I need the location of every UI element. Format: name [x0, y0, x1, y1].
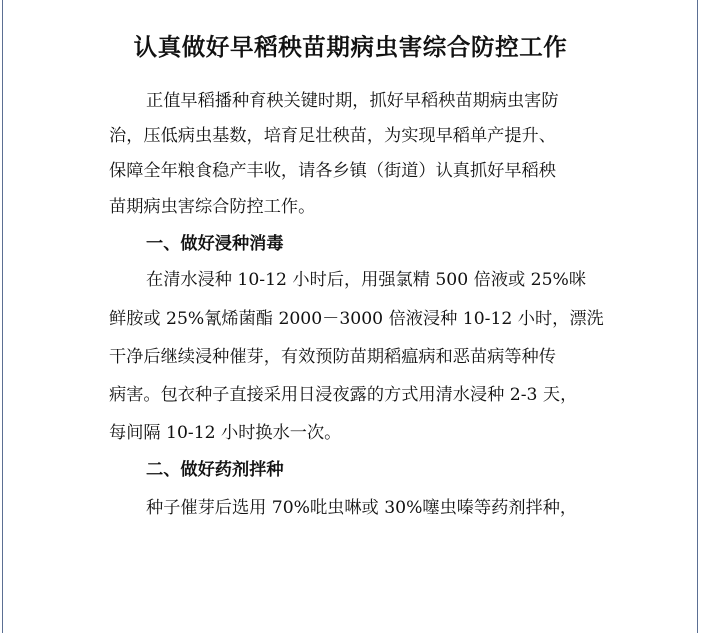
page-left-border	[2, 0, 3, 633]
section-heading: 一、做好浸种消毒	[146, 234, 284, 254]
page-right-border	[697, 0, 698, 633]
paragraph-line: 保障全年粮食稳产丰收，请各乡镇（街道）认真抓好早稻秧	[109, 161, 556, 181]
paragraph-line: 种子催芽后选用 70%吡虫啉或 30%噻虫嗪等药剂拌种，	[146, 498, 578, 518]
paragraph-line: 病害。包衣种子直接采用日浸夜露的方式用清水浸种 2-3 天，	[109, 385, 578, 405]
document-title: 认真做好早稻秧苗期病虫害综合防控工作	[133, 33, 568, 61]
paragraph-line: 治，压低病虫基数，培育足壮秧苗，为实现早稻单产提升、	[109, 126, 556, 146]
paragraph-line: 鲜胺或 25%氰烯菌酯 2000－3000 倍液浸种 10-12 小时，漂洗	[109, 309, 604, 329]
section-heading: 二、做好药剂拌种	[146, 460, 284, 480]
paragraph-line: 苗期病虫害综合防控工作。	[109, 197, 316, 217]
paragraph-line: 在清水浸种 10-12 小时后，用强氯精 500 倍液或 25%咪	[146, 270, 587, 290]
paragraph-line: 干净后继续浸种催芽，有效预防苗期稻瘟病和恶苗病等种传	[109, 347, 556, 367]
paragraph-line: 正值早稻播种育秧关键时期，抓好早稻秧苗期病虫害防	[146, 91, 559, 111]
paragraph-line: 每间隔 10-12 小时换水一次。	[109, 423, 342, 443]
